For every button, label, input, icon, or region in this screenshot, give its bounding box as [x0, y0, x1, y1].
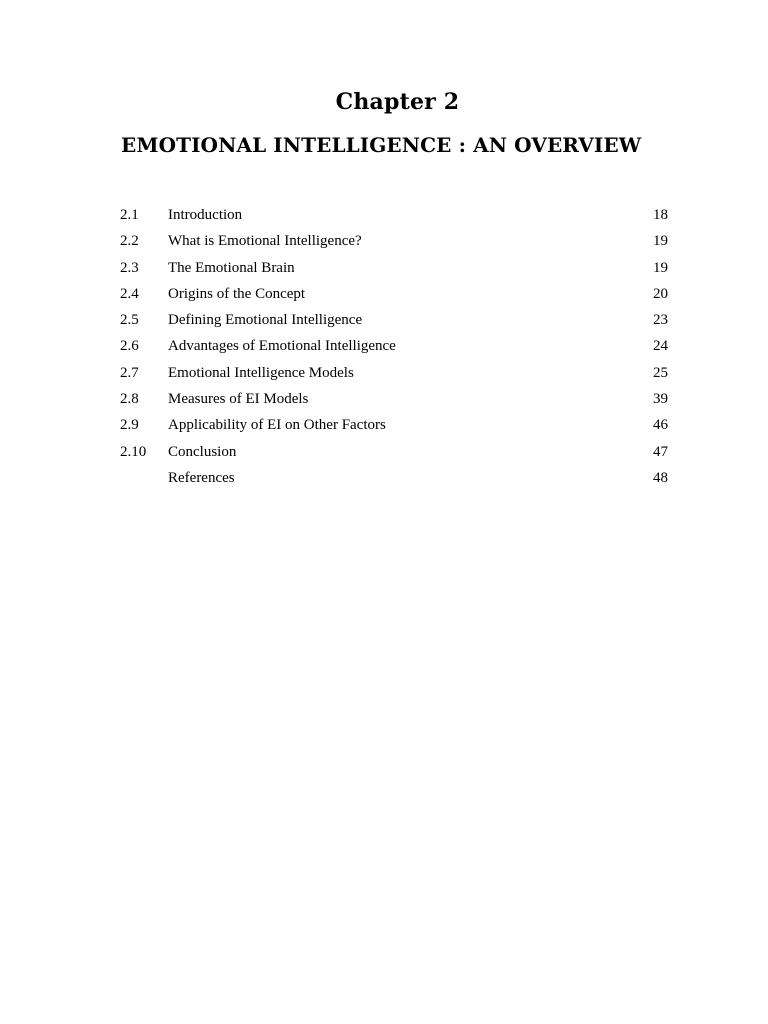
toc-section-number: 2.2 — [120, 233, 139, 250]
toc-row — [120, 388, 668, 414]
toc-section-number: 2.6 — [120, 338, 139, 355]
chapter-title: EMOTIONAL INTELLIGENCE : AN OVERVIEW — [121, 133, 642, 157]
toc-section-title: The Emotional Brain — [168, 259, 295, 276]
toc-page-number: 19 — [653, 259, 668, 276]
toc-section-title: Introduction — [168, 207, 243, 223]
toc-section-number: 2.3 — [120, 259, 139, 276]
table-of-contents — [120, 204, 668, 493]
toc-section-number: 2.4 — [120, 285, 139, 302]
toc-section-title: Defining Emotional Intelligence — [168, 312, 363, 329]
toc-page-number: 47 — [653, 443, 668, 460]
toc-row — [120, 441, 668, 467]
toc-row — [120, 230, 668, 256]
toc-page-number: 25 — [653, 364, 668, 381]
toc-page-number: 18 — [653, 207, 668, 223]
toc-page-number: 48 — [653, 469, 668, 486]
toc-page-number: 46 — [653, 417, 668, 434]
toc-section-number: 2.5 — [120, 312, 139, 329]
toc-row — [120, 414, 668, 440]
toc-page-number: 19 — [653, 233, 668, 250]
toc-section-title: Advantages of Emotional Intelligence — [168, 338, 396, 355]
toc-row — [120, 204, 668, 230]
toc-page-number: 24 — [653, 338, 668, 355]
toc-section-title: Conclusion — [168, 443, 237, 460]
toc-row — [120, 257, 668, 283]
toc-row — [120, 335, 668, 361]
toc-section-number: 2.10 — [120, 443, 147, 460]
toc-section-number: 2.9 — [120, 417, 139, 434]
toc-page-number: 23 — [653, 312, 668, 329]
toc-section-number: 2.1 — [120, 207, 139, 223]
toc-row — [120, 362, 668, 388]
toc-section-title: Origins of the Concept — [168, 285, 306, 302]
toc-section-title: References — [168, 469, 235, 486]
toc-section-number: 2.8 — [120, 391, 139, 408]
toc-section-title: What is Emotional Intelligence? — [168, 233, 362, 250]
toc-section-title: Emotional Intelligence Models — [168, 364, 354, 381]
chapter-label: Chapter 2 — [335, 89, 460, 115]
toc-section-title: Applicability of EI on Other Factors — [168, 417, 386, 434]
toc-row — [120, 467, 668, 493]
toc-page-number: 39 — [653, 391, 668, 408]
toc-row — [120, 283, 668, 309]
toc-row — [120, 309, 668, 335]
toc-section-number: 2.7 — [120, 364, 139, 381]
toc-page-number: 20 — [653, 285, 668, 302]
toc-section-title: Measures of EI Models — [168, 391, 309, 408]
